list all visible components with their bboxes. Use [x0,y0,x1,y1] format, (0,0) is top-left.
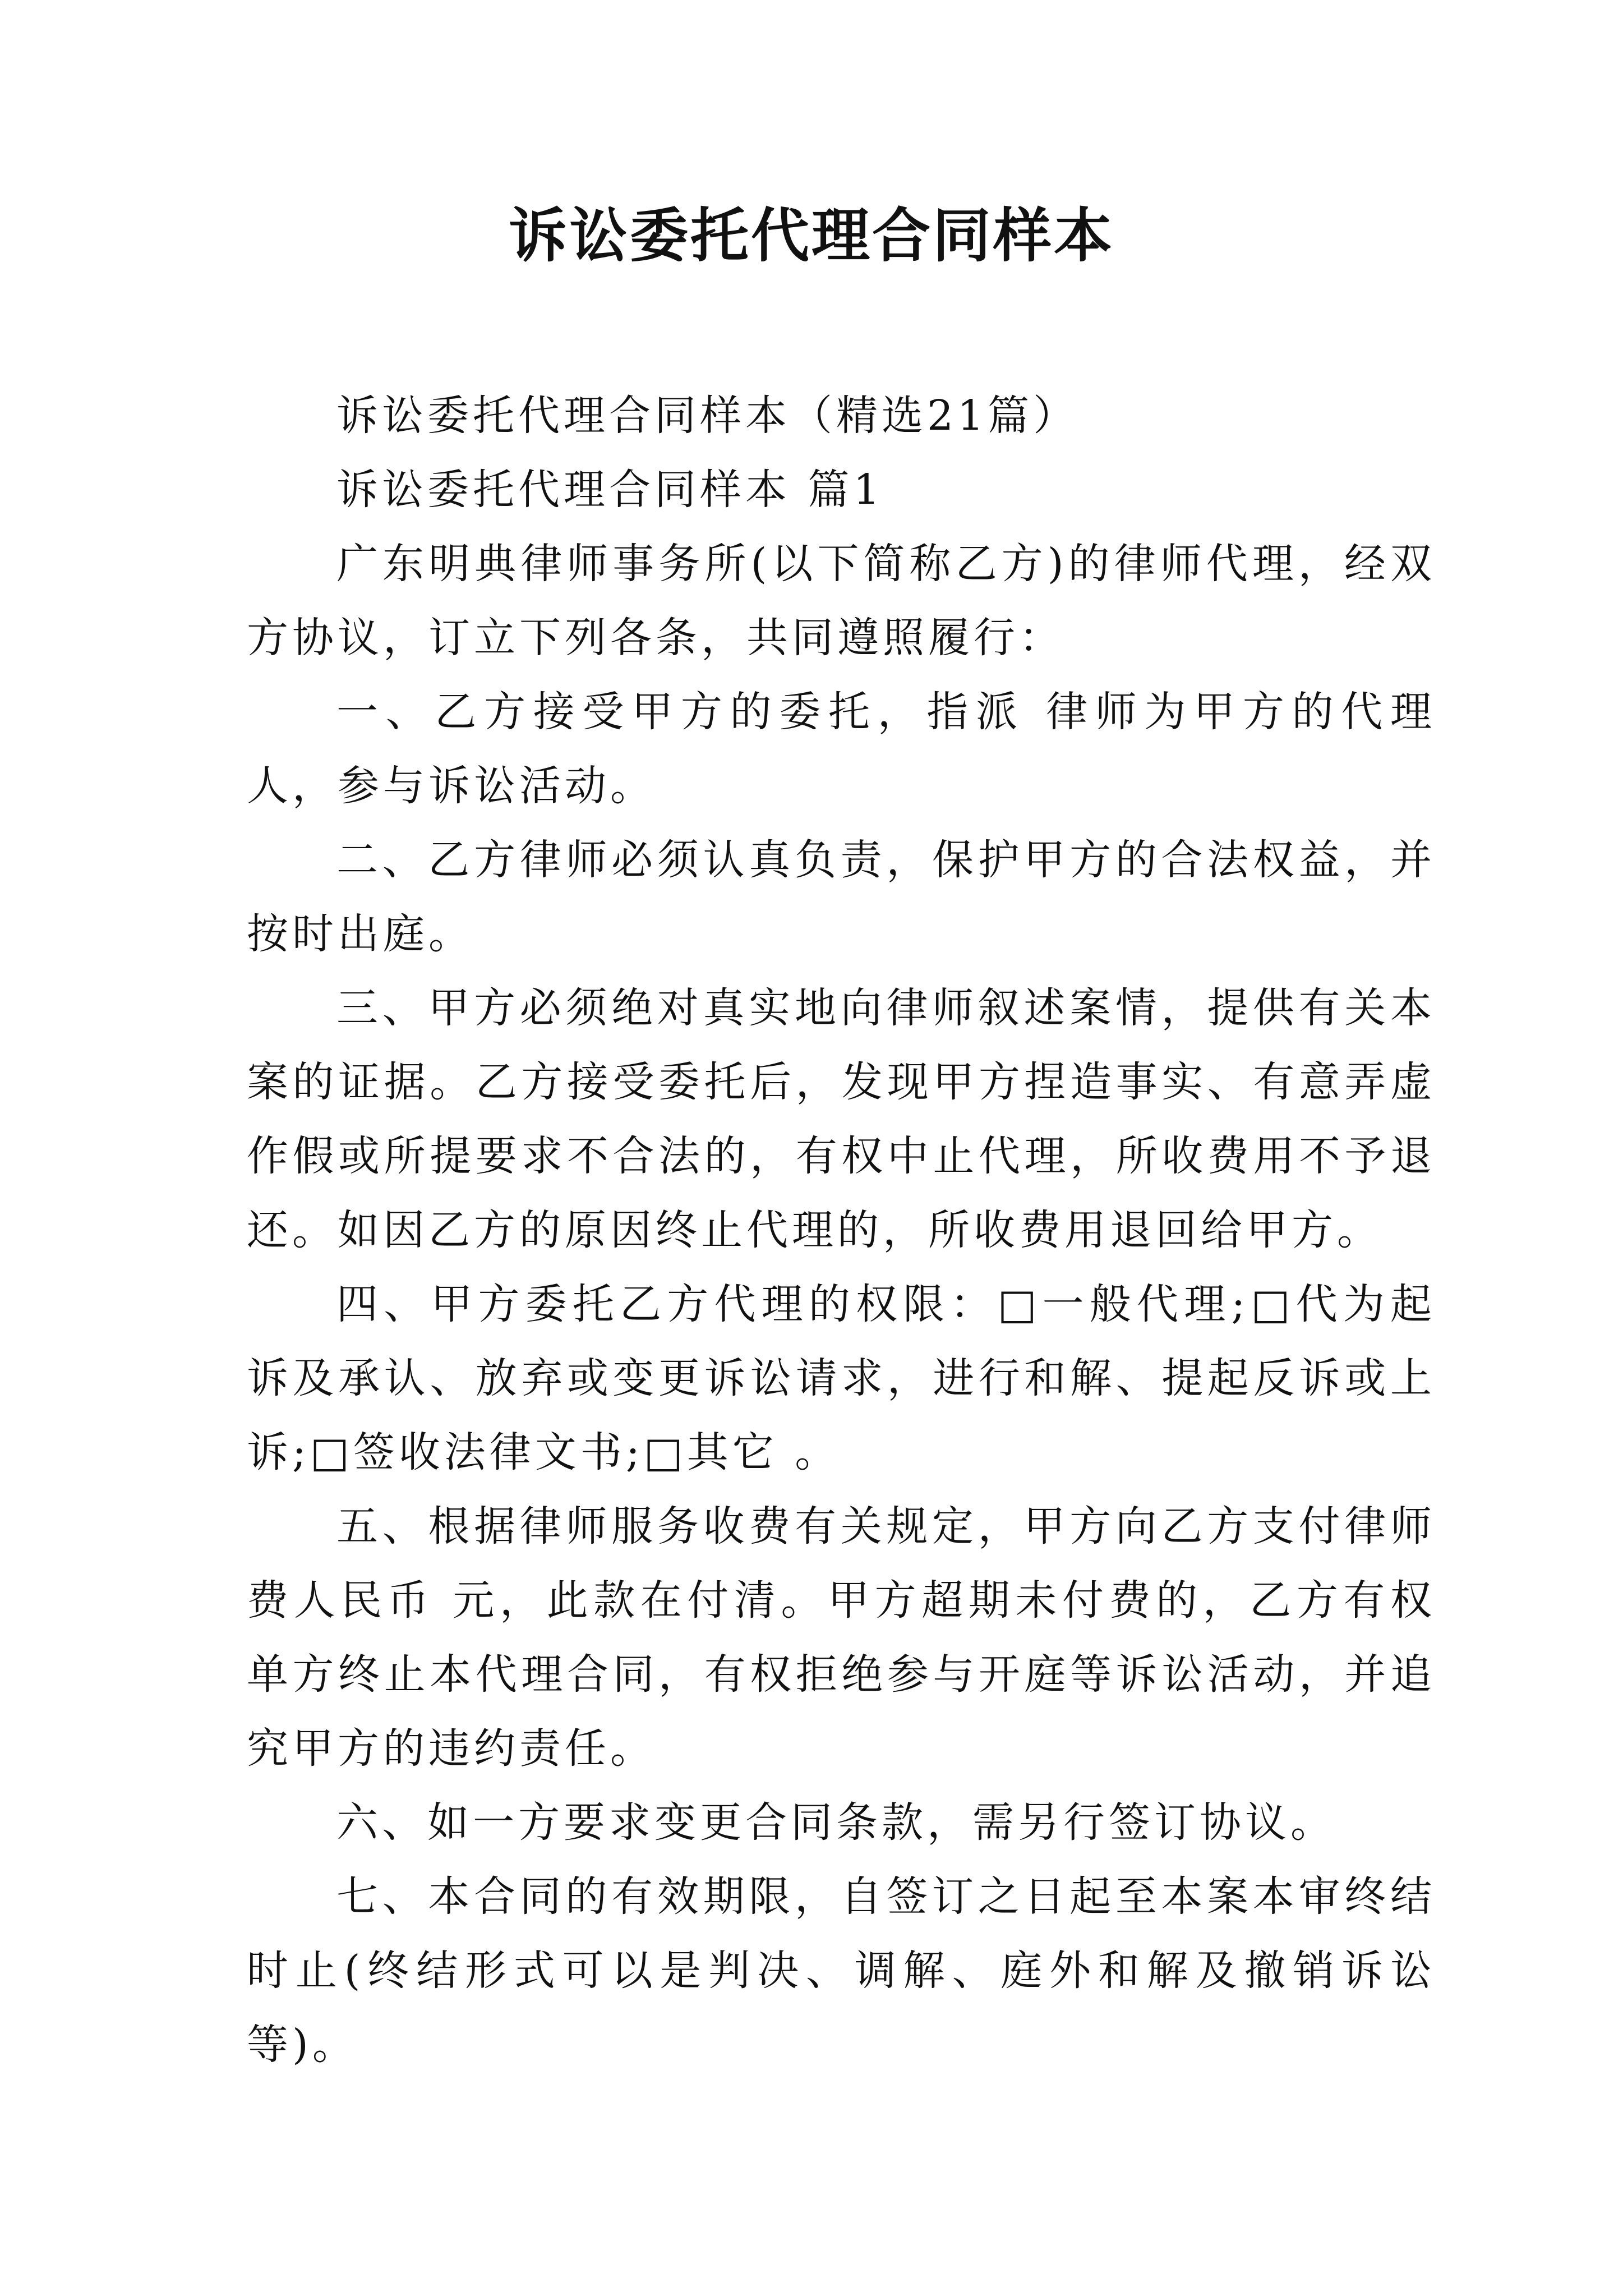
document-body [247,379,1436,2082]
clause-1: 一、乙方接受甲方的委托，指派 律师为甲方的代理人，参与诉讼活动。 [247,688,1436,810]
clause-4: 四、甲方委托乙方代理的权限：□一般代理;□代为起诉及承认、放弃或变更诉讼请求，进行和解、提起反诉或上诉;□签收法律文书;□其它 。 [247,1280,1436,1476]
clause-5: 五、根据律师服务收费有关规定，甲方向乙方支付律师费人民币 元，此款在付清。甲方超期未付费的，乙方有权单方终止本代理合同，有权拒绝参与开庭等诉讼活动，并追究甲方的违约责任。 [247,1502,1436,1773]
clause-3: 三、甲方必须绝对真实地向律师叙述案情，提供有关本案的证据。乙方接受委托后，发现甲方捏造事实、有意弄虚作假或所提要求不合法的，有权中止代理，所收费用不予退还。如因乙方的原因终止代理的，所收费用退回给甲方。 [247,984,1436,1254]
clause-2: 二、乙方律师必须认真负责，保护甲方的合法权益，并按时出庭。 [247,836,1436,958]
document-title: 诉讼委托代理合同样本 [508,201,1114,270]
clause-7: 七、本合同的有效期限，自签订之日起至本案本审终结时止(终结形式可以是判决、调解、庭外和解及撤销诉讼等)。 [247,1872,1436,2069]
subtitle-paragraph: 诉讼委托代理合同样本（精选21篇） [336,392,1079,440]
section-heading: 诉讼委托代理合同样本 篇1 [336,466,884,514]
clause-6: 六、如一方要求变更合同条款，需另行签订协议。 [336,1798,1336,1847]
intro-paragraph: 广东明典律师事务所(以下简称乙方)的律师代理，经双方协议，订立下列各条，共同遵照履行： [247,540,1436,662]
